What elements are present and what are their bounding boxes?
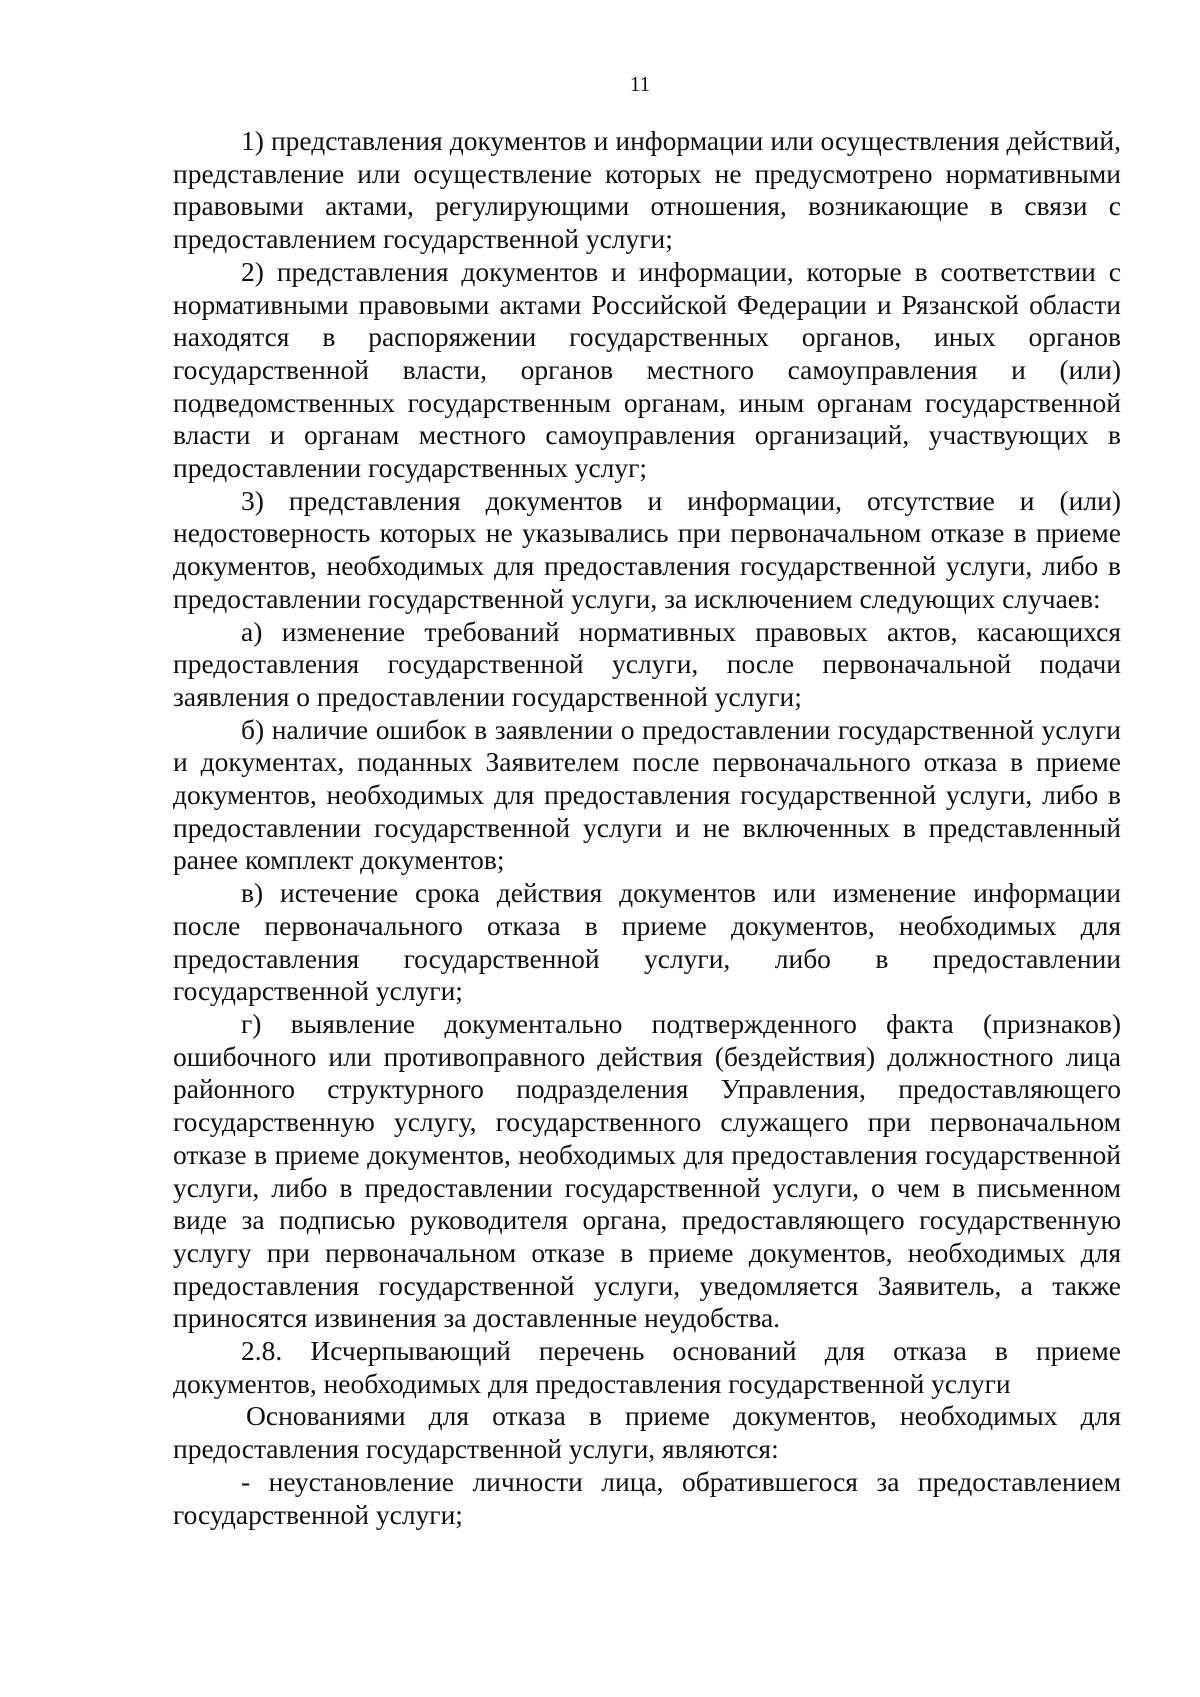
paragraph-subitem-b: б) наличие ошибок в заявлении о предоставлении государственной услуги и документах, поданных Заявителем после первоначального отказа в приеме документов, необходимых для предоставления государственной услуги, либо в предоставлении государственной услуги и не включенных в представленный ранее комплект документов;: [173, 713, 1121, 876]
paragraph-item-2: 2) представления документов и информации, которые в соответствии с нормативными правовыми актами Российской Федерации и Рязанской области находятся в распоряжении государственных органов, иных органов государственной власти, органов местного самоуправления и (или) подведомственных государственным органам, иным органам государственной власти и органам местного самоуправления организаций, участвующих в предоставлении государственных услуг;: [173, 255, 1121, 484]
section-heading-2-8: 2.8. Исчерпывающий перечень оснований для отказа в приеме документов, необходимых для предоставления государственной услуги: [173, 1335, 1121, 1399]
paragraph-subitem-v: в) истечение срока действия документов или изменение информации после первоначального отказа в приеме документов, необходимых для предоставления государственной услуги, либо в предоставлении государственной услуги;: [173, 877, 1121, 1007]
paragraph-item-1: 1) представления документов и информации или осуществления действий, представление или осуществление которых не предусмотрено нормативными правовыми актами, регулирующими отношения, возникающие в связи с предоставлением государственной услуги;: [173, 125, 1121, 255]
paragraph-grounds-intro: Основаниями для отказа в приеме документов, необходимых для предоставления государственной услуги, являются:: [173, 1400, 1121, 1465]
paragraph-subitem-a: а) изменение требований нормативных правовых актов, касающихся предоставления государственной услуги, после первоначальной подачи заявления о предоставлении государственной услуги;: [173, 615, 1121, 712]
document-body: [173, 125, 1121, 1531]
paragraph-item-3: 3) представления документов и информации, отсутствие и (или) недостоверность которых не указывались при первоначальном отказе в приеме документов, необходимых для предоставления государственной услуги, либо в предоставлении государственной услуги, за исключением следующих случаев:: [173, 484, 1121, 614]
paragraph-ground-1: - неустановление личности лица, обратившегося за предоставлением государственной услуги;: [173, 1465, 1121, 1530]
page-number: 11: [629, 72, 651, 96]
paragraph-subitem-g: г) выявление документально подтвержденного факта (признаков) ошибочного или противоправного действия (бездействия) должностного лица районного структурного подразделения Управления, предоставляющего государственную услугу, государственного служащего при первоначальном отказе в приеме документов, необходимых для предоставления государственной услуги, либо в предоставлении государственной услуги, о чем в письменном виде за подписью руководителя органа, предоставляющего государственную услугу при первоначальном отказе в приеме документов, необходимых для предоставления государственной услуги, уведомляется Заявитель, а также приносятся извинения за доставленные неудобства.: [173, 1007, 1121, 1334]
